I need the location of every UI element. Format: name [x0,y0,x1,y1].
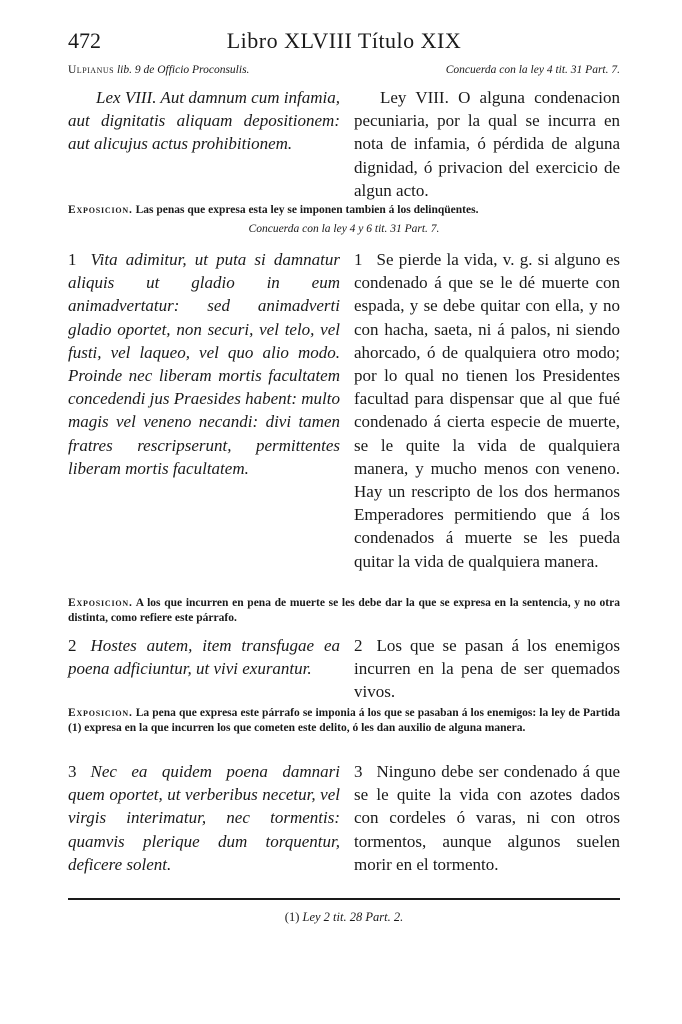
spanish-column [354,760,620,898]
latin-paragraph-text: Vita adimitur, ut puta si damnatur aliquis ut gladio in eum animadvertatur: sed animadverti gladio oportet, non securi, vel telo, vel fusti, vel laqueo, vel quo alio modo. Proinde nec liberam mortis facultatem concedendi jus Praesides habent: multo magis vel veneno necandi: divi tamen fratres rescripserunt, permittentes liberam mortis facultatem. [68,250,340,478]
latin-column [68,86,340,203]
latin-paragraph-text: Hostes autem, item transfugae ea poena adficiuntur, ut vivi exurantur. [68,636,340,679]
paragraph-number: 2 [354,636,363,655]
paragraph-number: 1 [68,250,77,269]
spanish-paragraph-text: Ninguno debe ser condenado á que se le quite la vida con azotes dados con cordeles ó varas, ni con otros tormentos, aunque algunos suelen morir en el tormento. [354,762,620,874]
source-reference [68,64,340,86]
spanish-column [354,248,620,596]
footnote-mark: (1) [284,910,300,924]
page-number: 472 [68,28,101,53]
latin-law-text: Lex VIII. Aut damnum cum infamia, aut dignitatis aliquam depositionem: aut alicujus actus prohibitionem. [68,88,340,154]
paragraph-number: 3 [354,762,363,781]
exposition-text: La pena que expresa este párrafo se imponia á los que se pasaban á los enemigos: la ley de Partida (1) expresa en la que incurren los que cometen este delito, ó les dan auxilio de alguna manera. [68,707,621,734]
latin-paragraph [68,634,340,680]
exposition-label: Exposicion. [68,707,133,719]
concordance-reference: Concuerda con la ley 4 y 6 tit. 31 Part. 7. [248,223,440,235]
latin-column [68,634,340,706]
exposition-text: Las penas que expresa esta ley se imponen tambien á los delinqüentes. [135,204,479,216]
paragraph-2-row [68,634,620,706]
spanish-paragraph-text: Los que se pasan á los enemigos incurren en la pena de ser quemados vivos. [354,636,620,702]
paragraph-3-row [68,760,620,898]
latin-paragraph-text: Nec ea quidem poena damnari quem oportet, ut verberibus necetur, vel virgis interimatur, nec tormentis: quamvis plerique dum torquentur, deficere solent. [68,762,340,874]
exposition [68,596,620,634]
exposition [68,706,620,760]
running-title: Libro XLVIII Título XIX [226,28,462,53]
paragraph-number: 3 [68,762,77,781]
exposition-label: Exposicion. [68,597,133,609]
footnote-text: Ley 2 tit. 28 Part. 2. [302,910,404,924]
exposition [68,203,620,223]
spanish-paragraph [354,634,620,704]
paragraph-number: 1 [354,250,363,269]
paragraph-1-row [68,248,620,596]
document-page [68,28,620,925]
paragraph-number: 2 [68,636,77,655]
exposition-label: Exposicion. [68,204,133,216]
latin-paragraph [68,248,340,480]
latin-column [68,248,340,596]
latin-column [68,760,340,898]
footnote [68,910,620,925]
spanish-law-text: Ley VIII. O alguna condenacion pecuniaria, por la qual se incurra en nota de infamia, ó pérdida de alguna dignidad, ó privacion del exercicio de algun acto. [354,88,620,200]
spanish-paragraph-text: Se pierde la vida, v. g. si alguno es condenado á que se le dé muerte con espada, y se debe quitar con ella, y no con hacha, saeta, ni á palos, ni siendo ahorcado, ó de qualquiera otro modo; por lo qual no tienen los Presidentes facultad para dispensar que al que fué condenado á cierta especie de muerte, se le quite la vida de qualquiera manera, y mucho menos con veneno. Hay un rescripto de los dos hermanos Emperadores permitiendo que á los condenados á muerte se les pueda quitar la vida de qualquiera manera. [354,250,620,571]
source-author: Ulpianus [68,64,115,76]
law-heading-row [68,86,620,203]
spanish-column [354,86,620,203]
concordance-reference: Concuerda con la ley 4 tit. 31 Part. 7. [445,64,620,76]
source-work: lib. 9 de Officio Proconsulis. [116,64,250,76]
spanish-paragraph [354,760,620,876]
spanish-column [354,634,620,706]
spanish-paragraph [354,248,620,573]
source-reference-row [68,64,620,86]
latin-paragraph [68,760,340,876]
exposition-text: A los que incurren en pena de muerte se les debe dar la que se expresa en la sentencia, y no otra distinta, como refiere este párrafo. [68,597,620,624]
footnote-rule [68,898,620,900]
page-header [68,28,620,64]
